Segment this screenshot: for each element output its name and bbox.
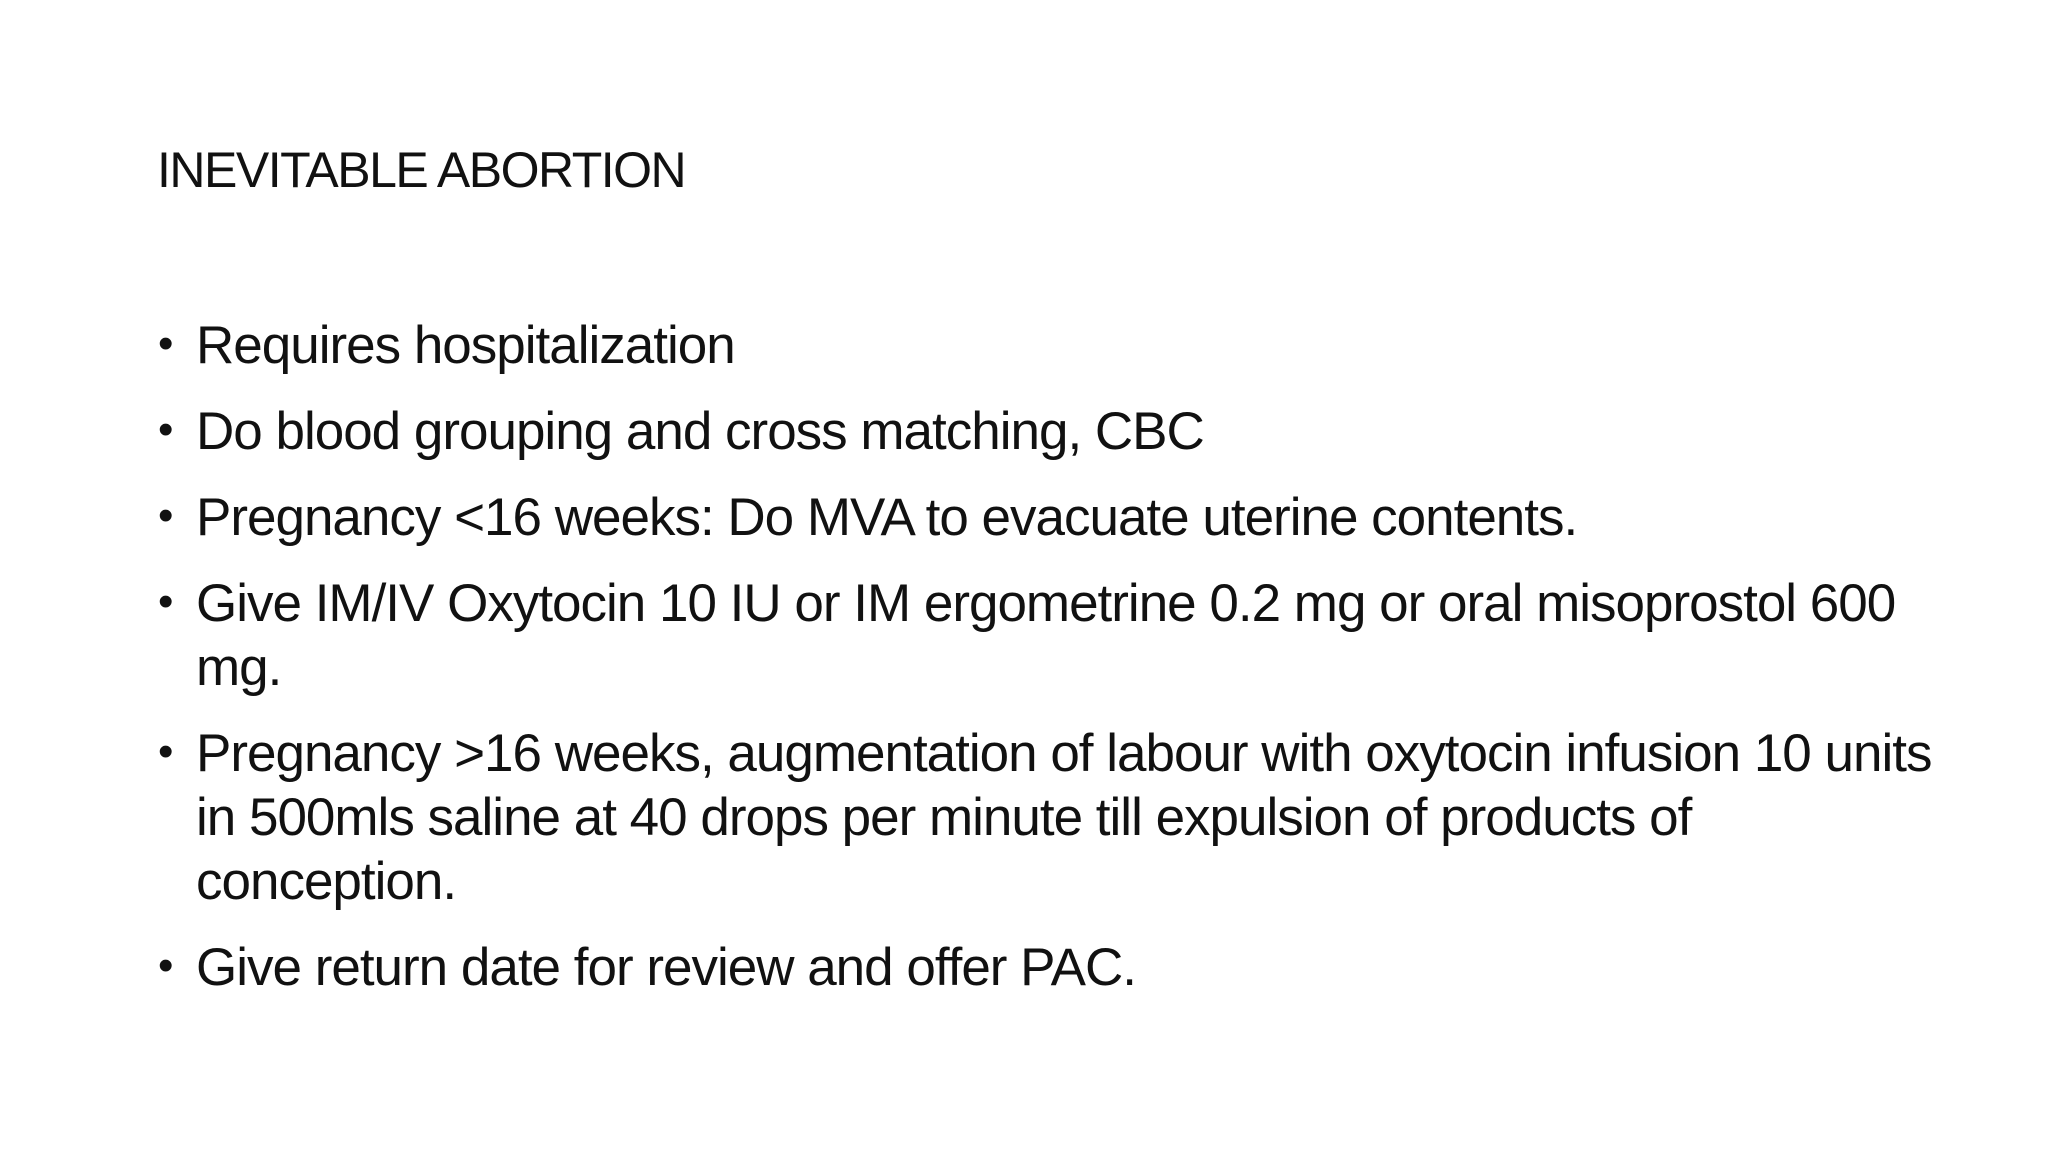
bullet-text: Give return date for review and offer PAC. <box>196 938 1136 997</box>
bullet-item <box>158 400 1938 464</box>
bullet-dot-icon: • <box>158 405 173 454</box>
slide-title: INEVITABLE ABORTION <box>157 142 686 198</box>
bullet-dot-icon: • <box>158 319 173 368</box>
bullet-item <box>158 314 1938 378</box>
bullet-list <box>158 314 1938 1022</box>
bullet-text: Pregnancy <16 weeks: Do MVA to evacuate uterine contents. <box>196 488 1578 547</box>
bullet-dot-icon: • <box>158 491 173 540</box>
bullet-item <box>158 486 1938 550</box>
bullet-item <box>158 936 1938 1000</box>
bullet-dot-icon: • <box>158 941 173 990</box>
bullet-dot-icon: • <box>158 727 173 776</box>
bullet-text: Do blood grouping and cross matching, CBC <box>196 402 1204 461</box>
bullet-text: Pregnancy >16 weeks, augmentation of labour with oxytocin infusion 10 units in 500mls saline at 40 drops per minute till expulsion of products of conception. <box>196 724 1932 911</box>
bullet-dot-icon: • <box>158 577 173 626</box>
bullet-text: Requires hospitalization <box>196 316 735 375</box>
bullet-text: Give IM/IV Oxytocin 10 IU or IM ergometrine 0.2 mg or oral misoprostol 600 mg. <box>196 574 1896 697</box>
bullet-item <box>158 572 1938 700</box>
bullet-item <box>158 722 1938 914</box>
